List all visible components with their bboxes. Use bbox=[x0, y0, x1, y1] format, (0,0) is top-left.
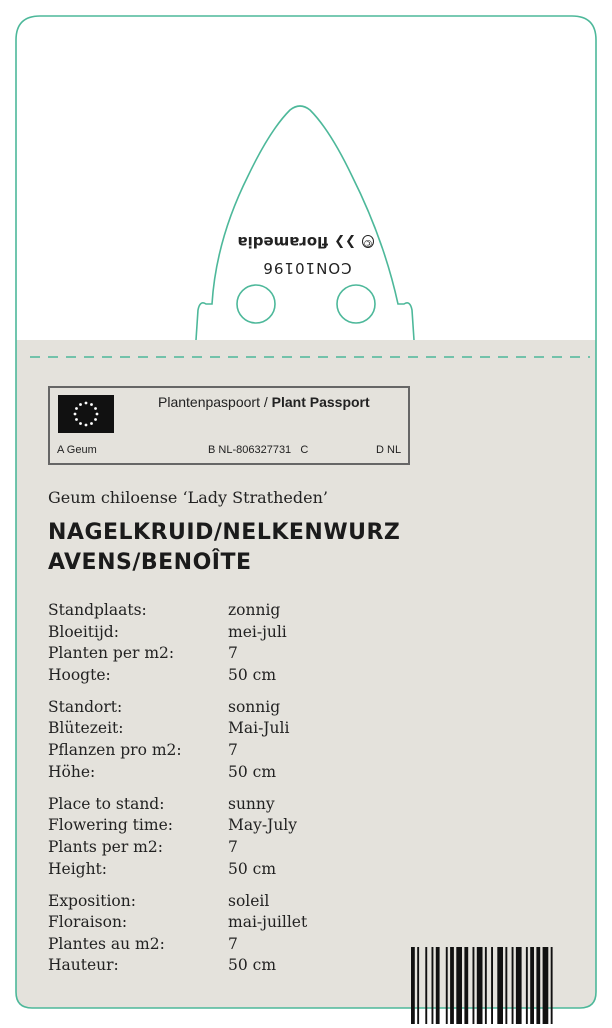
hole-right bbox=[337, 285, 375, 323]
barcode-bar bbox=[411, 947, 415, 1024]
care-label: Floraison: bbox=[48, 913, 128, 932]
care-value: sonnig bbox=[228, 697, 281, 716]
barcode-bar bbox=[436, 947, 440, 1024]
care-value: Mai-Juli bbox=[228, 719, 290, 738]
care-label: Blütezeit: bbox=[48, 719, 124, 738]
brand-logo bbox=[238, 231, 374, 253]
care-row bbox=[48, 934, 307, 956]
eu-star bbox=[90, 422, 93, 425]
care-row bbox=[48, 955, 307, 977]
care-row bbox=[48, 697, 307, 719]
care-value: 7 bbox=[228, 644, 238, 663]
care-row bbox=[48, 794, 307, 816]
barcode-bar bbox=[526, 947, 528, 1024]
care-group-en bbox=[48, 794, 307, 880]
barcode-bar bbox=[417, 947, 419, 1024]
care-row bbox=[48, 859, 307, 881]
eu-star bbox=[79, 403, 82, 406]
eu-star bbox=[75, 418, 78, 421]
eu-star bbox=[75, 407, 78, 410]
passport-field-b: B NL-806327731 C bbox=[208, 444, 309, 456]
barcode-bar bbox=[530, 947, 534, 1024]
care-row bbox=[48, 740, 307, 762]
barcode-bar bbox=[485, 947, 487, 1024]
floramedia-leaf-icon: ❯❯ bbox=[334, 234, 356, 250]
barcode-bar bbox=[512, 947, 514, 1024]
copyright-mark: © bbox=[363, 237, 373, 248]
passport-title-bold: Plant Passport bbox=[271, 394, 370, 410]
eu-star bbox=[85, 402, 88, 405]
barcode-bar bbox=[516, 947, 522, 1024]
passport-field-d: D NL bbox=[376, 444, 402, 456]
care-label: Height: bbox=[48, 859, 108, 878]
barcode-bar bbox=[491, 947, 493, 1024]
barcode-bar bbox=[543, 947, 549, 1024]
brand-name: floramedia bbox=[237, 233, 329, 251]
care-row bbox=[48, 815, 307, 837]
care-value: 50 cm bbox=[228, 956, 277, 975]
tab-outline bbox=[196, 106, 414, 340]
care-label: Pflanzen pro m2: bbox=[48, 741, 182, 760]
eu-flag-icon bbox=[58, 395, 114, 433]
care-value: 7 bbox=[228, 837, 238, 856]
passport-field-a: A Geum bbox=[57, 444, 97, 456]
hole-left bbox=[237, 285, 275, 323]
care-row bbox=[48, 643, 307, 665]
care-value: May-July bbox=[228, 816, 298, 835]
care-value: 50 cm bbox=[228, 859, 277, 878]
care-info bbox=[48, 600, 307, 988]
care-value: 7 bbox=[228, 934, 238, 953]
eu-star bbox=[94, 407, 97, 410]
care-row bbox=[48, 718, 307, 740]
care-group-de bbox=[48, 697, 307, 783]
care-value: mai-juillet bbox=[228, 913, 308, 932]
barcode-bar bbox=[551, 947, 553, 1024]
care-value: zonnig bbox=[228, 601, 281, 619]
barcode-bar bbox=[425, 947, 427, 1024]
care-value: 50 cm bbox=[228, 762, 277, 781]
care-label: Bloeitijd: bbox=[48, 622, 119, 641]
barcode-bar bbox=[446, 947, 448, 1024]
barcode-bar bbox=[505, 947, 507, 1024]
eu-star bbox=[90, 403, 93, 406]
care-group-fr bbox=[48, 891, 307, 977]
care-label: Plantes au m2: bbox=[48, 934, 165, 953]
care-row bbox=[48, 600, 307, 622]
barcode-bars bbox=[411, 947, 587, 1024]
barcode-bar bbox=[536, 947, 540, 1024]
barcode-bar bbox=[432, 947, 434, 1024]
care-row bbox=[48, 912, 307, 934]
barcode-bar bbox=[473, 947, 475, 1024]
passport-title bbox=[158, 394, 370, 410]
eu-star bbox=[79, 422, 82, 425]
care-value: soleil bbox=[228, 891, 270, 910]
barcode-bar bbox=[497, 947, 503, 1024]
care-label: Plants per m2: bbox=[48, 837, 163, 856]
care-label: Standplaats: bbox=[48, 601, 147, 619]
eu-star bbox=[85, 424, 88, 427]
barcode-bar bbox=[464, 947, 468, 1024]
care-value: 7 bbox=[228, 741, 238, 760]
barcode bbox=[411, 947, 587, 1024]
care-label: Exposition: bbox=[48, 891, 136, 910]
care-row bbox=[48, 891, 307, 913]
care-value: 50 cm bbox=[228, 665, 277, 684]
care-label: Hauteur: bbox=[48, 956, 119, 975]
care-row bbox=[48, 622, 307, 644]
barcode-bar bbox=[477, 947, 483, 1024]
barcode-bar bbox=[450, 947, 454, 1024]
care-value: sunny bbox=[228, 794, 275, 813]
eu-star bbox=[96, 413, 99, 416]
eu-star bbox=[74, 413, 77, 416]
care-label: Standort: bbox=[48, 697, 123, 716]
eu-star bbox=[94, 418, 97, 421]
common-names bbox=[48, 518, 400, 578]
latin-name: Geum chiloense ‘Lady Stratheden’ bbox=[48, 488, 328, 507]
passport-title-regular: Plantenpaspoort / bbox=[158, 394, 272, 410]
care-group-nl bbox=[48, 600, 307, 686]
care-row bbox=[48, 837, 307, 859]
care-label: Place to stand: bbox=[48, 794, 165, 813]
care-label: Planten per m2: bbox=[48, 644, 175, 663]
care-row bbox=[48, 665, 307, 687]
care-label: Flowering time: bbox=[48, 816, 173, 835]
plant-passport bbox=[48, 386, 410, 465]
care-label: Höhe: bbox=[48, 762, 96, 781]
care-value: mei-juli bbox=[228, 622, 287, 641]
common-name-1: NAGELKRUID/NELKENWURZ bbox=[48, 520, 401, 545]
product-code: CON10196 bbox=[262, 259, 352, 277]
barcode-bar bbox=[456, 947, 462, 1024]
care-label: Hoogte: bbox=[48, 665, 111, 684]
care-row bbox=[48, 762, 307, 784]
common-name-2: AVENS/BENOÎTE bbox=[48, 550, 252, 575]
